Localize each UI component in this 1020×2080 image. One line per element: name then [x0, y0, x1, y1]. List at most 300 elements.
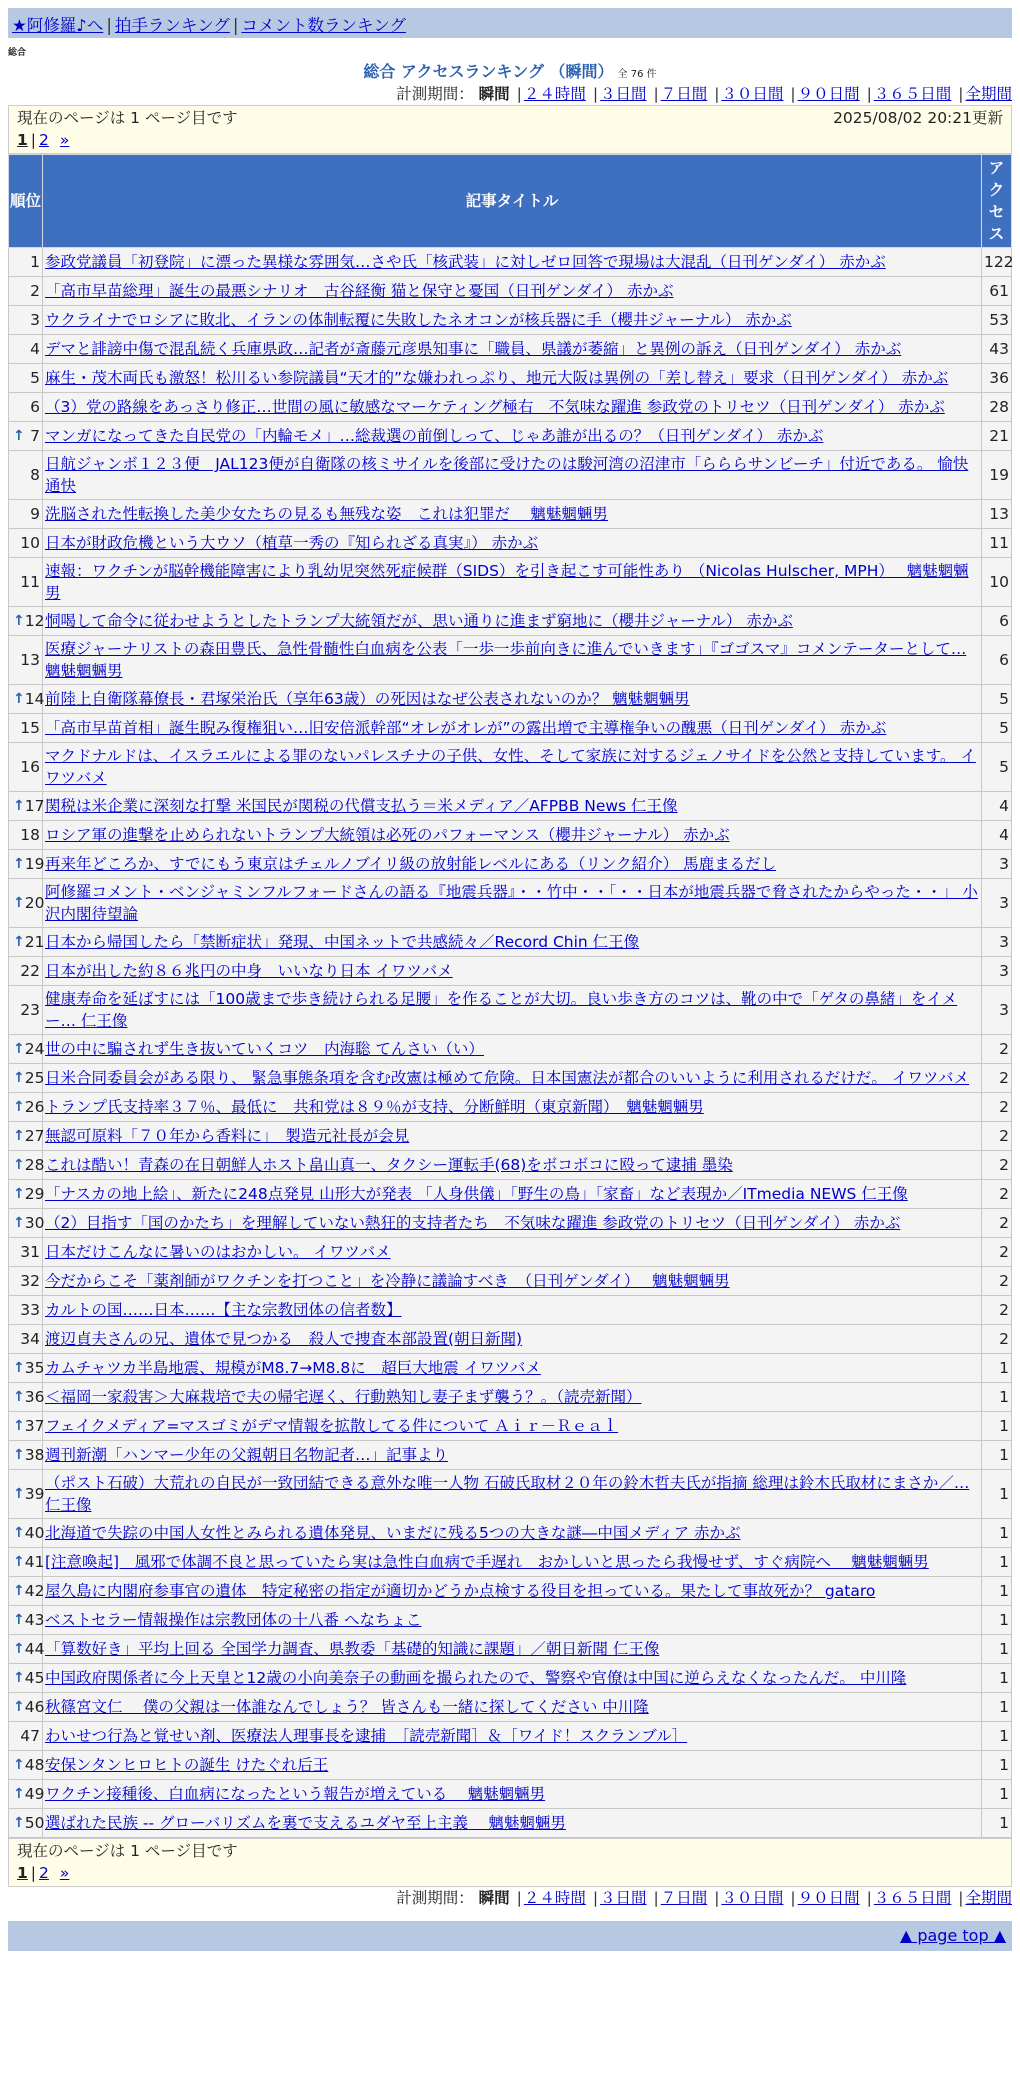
rank-number: 31 [20, 1243, 40, 1261]
access-count: 122 [982, 248, 1012, 277]
period-separator: | [790, 85, 796, 103]
up-arrow-icon: ↑ [13, 1525, 25, 1541]
title-cell [43, 277, 982, 306]
title-cell [43, 393, 982, 422]
title-cell [43, 607, 982, 636]
rank-number: 37 [24, 1417, 45, 1435]
page-top-link[interactable]: ▲ page top ▲ [899, 1926, 1006, 1945]
table-row [9, 335, 1012, 364]
title-cell [43, 1751, 982, 1780]
table-row [9, 928, 1012, 957]
rank-number: 48 [24, 1756, 45, 1774]
period-separator: | [516, 1889, 522, 1907]
up-arrow-icon: ↑ [13, 856, 25, 872]
article-title-link[interactable]: 参政党議員「初登院」に漂った異様な雰囲気…さや氏「核武装」に対しゼロ回答で現場は大混乱（日刊ゲンダイ） 赤かぶ [45, 253, 886, 271]
rank-cell [9, 1664, 43, 1693]
rank-number: 1 [30, 253, 40, 271]
article-title-link[interactable]: カムチャツカ半島地震、規模がM8.7→M8.8に 超巨大地震 イワツバメ [45, 1359, 541, 1377]
table-row [9, 1035, 1012, 1064]
table-row [9, 1383, 1012, 1412]
rank-number: 19 [24, 855, 45, 873]
period-separator: | [714, 85, 720, 103]
rank-cell [9, 248, 43, 277]
period-label: 計測期間： [396, 85, 474, 103]
access-count: 2 [982, 1180, 1012, 1209]
page-2-link[interactable]: 2 [39, 1864, 49, 1882]
total-count: 全 76 件 [617, 69, 657, 80]
access-count: 43 [982, 335, 1012, 364]
access-count: 1 [982, 1577, 1012, 1606]
rank-cell [9, 1093, 43, 1122]
rank-number: 49 [24, 1785, 45, 1803]
access-count: 3 [982, 986, 1012, 1035]
home-link[interactable]: ★阿修羅♪へ [12, 16, 104, 35]
title-cell [43, 1267, 982, 1296]
title-cell [43, 1577, 982, 1606]
title-cell [43, 1470, 982, 1519]
rank-cell [9, 928, 43, 957]
rank-cell [9, 1722, 43, 1751]
period-link-7d[interactable]: ７日間 [660, 85, 708, 103]
access-count: 1 [982, 1470, 1012, 1519]
rank-number: 12 [24, 612, 45, 630]
rank-number: 45 [24, 1669, 45, 1687]
access-count: 1 [982, 1412, 1012, 1441]
period-link-24h[interactable]: ２４時間 [523, 1889, 586, 1907]
article-title-link[interactable]: 日本だけこんなに暑いのはおかしい。 イワツバメ [45, 1243, 391, 1261]
period-selector-top [8, 83, 1012, 105]
rank-number: 18 [20, 826, 40, 844]
article-title-link[interactable]: 日本が出した約８６兆円の中身 いいなり日本 イワツバメ [45, 962, 453, 980]
article-title-link[interactable]: 世の中に騙されず生き抜いていくコツ 内海聡 てんさい（い） [45, 1040, 484, 1058]
title-cell [43, 451, 982, 500]
title-cell [43, 1383, 982, 1412]
table-row [9, 422, 1012, 451]
period-link-90d[interactable]: ９０日間 [797, 1889, 860, 1907]
next-page-link[interactable]: » [59, 131, 70, 149]
access-count: 1 [982, 1519, 1012, 1548]
article-title-link[interactable]: 関税は米企業に深刻な打撃 米国民が関税の代償支払う＝米メディア／AFPBB News 仁王像 [45, 797, 678, 815]
title-cell [43, 1664, 982, 1693]
up-arrow-icon: ↑ [13, 1418, 25, 1434]
period-selector-bottom [8, 1887, 1012, 1909]
access-count: 1 [982, 1780, 1012, 1809]
period-separator: | [714, 1889, 720, 1907]
article-title-link[interactable]: カルトの国……日本……【主な宗教団体の信者数】 [45, 1301, 402, 1319]
table-row [9, 1412, 1012, 1441]
title-cell [43, 685, 982, 714]
access-count: 2 [982, 1209, 1012, 1238]
rank-cell [9, 1412, 43, 1441]
rank-cell [9, 986, 43, 1035]
article-title-link[interactable]: 選ばれた民族 -- グローバリズムを裏で支えるユダヤ至上主義 魑魅魍魎男 [45, 1814, 566, 1832]
rank-cell [9, 714, 43, 743]
title-cell [43, 1519, 982, 1548]
col-title-header: 記事タイトル [43, 155, 982, 248]
table-row [9, 1180, 1012, 1209]
table-row [9, 1441, 1012, 1470]
access-count: 2 [982, 1267, 1012, 1296]
top-nav-bar [8, 8, 1012, 38]
access-count: 5 [982, 714, 1012, 743]
table-row [9, 248, 1012, 277]
rank-cell [9, 636, 43, 685]
rank-cell [9, 1751, 43, 1780]
rank-cell [9, 1122, 43, 1151]
article-title-link[interactable]: 麻生・茂木両氏も激怒！松川るい参院議員“天才的”な嫌われっぷり、地元大阪は異例の「差し替え」要求（日刊ゲンダイ） 赤かぶ [45, 369, 949, 387]
access-count: 3 [982, 879, 1012, 928]
table-row [9, 529, 1012, 558]
article-title-link[interactable]: （ポスト石破）大荒れの自民が一致団結できる意外な唯一人物 石破氏取材２０年の鈴木哲夫氏が指摘 総理は鈴木氏取材にまさか／… 仁王像 [45, 1474, 970, 1514]
up-arrow-icon: ↑ [13, 1699, 25, 1715]
up-arrow-icon: ↑ [13, 1486, 25, 1502]
rank-cell [9, 1383, 43, 1412]
title-cell [43, 1296, 982, 1325]
table-row [9, 1296, 1012, 1325]
table-row [9, 986, 1012, 1035]
article-title-link[interactable]: 屋久島に内閣府参事官の遺体 特定秘密の指定が適切かどうか点検する役目を担っている。果たして事故死か？ gataro [45, 1582, 876, 1600]
article-title-link[interactable]: 安保ンタンヒロヒトの誕生 けたぐれ后王 [45, 1756, 329, 1774]
period-link-3d[interactable]: ３日間 [600, 85, 647, 103]
period-separator: | [592, 85, 599, 103]
table-row [9, 636, 1012, 685]
article-title-link[interactable]: ベストセラー情報操作は宗教団体の十八番 へなちょこ [45, 1611, 422, 1629]
access-count: 1 [982, 1722, 1012, 1751]
rank-cell [9, 1209, 43, 1238]
access-count: 61 [982, 277, 1012, 306]
article-title-link[interactable]: 週刊新潮「ハンマー少年の父親朝日名物記者…」記事より [45, 1446, 449, 1464]
title-cell [43, 1412, 982, 1441]
title-cell [43, 422, 982, 451]
col-rank-header: 順位 [9, 155, 43, 248]
up-arrow-icon: ↑ [13, 1157, 25, 1173]
table-row [9, 1354, 1012, 1383]
rank-cell [9, 1606, 43, 1635]
title-cell [43, 1635, 982, 1664]
up-arrow-icon: ↑ [13, 1757, 25, 1773]
article-title-link[interactable]: 北海道で失踪の中国人女性とみられる遺体発見、いまだに残る5つの大きな謎―中国メディア 赤かぶ [45, 1524, 741, 1542]
period-link-7d[interactable]: ７日間 [660, 1889, 708, 1907]
table-row [9, 1809, 1012, 1838]
rank-cell [9, 1577, 43, 1606]
rank-cell [9, 1693, 43, 1722]
rank-number: 21 [24, 933, 45, 951]
pager-top [8, 105, 1012, 154]
current-page-text: 現在のページは 1 ページ目です [17, 109, 238, 127]
article-title-link[interactable]: 日米合同委員会がある限り、 緊急事態条項を含む改憲は極めて危険。日本国憲法が都合のいいように利用されるだけだ。 イワツバメ [45, 1069, 970, 1087]
up-arrow-icon: ↑ [13, 1215, 25, 1231]
title-cell [43, 306, 982, 335]
article-title-link[interactable]: フェイクメディア=マスゴミがデマ情報を拡散してる件について Ａｉｒ－Ｒｅａｌ [45, 1417, 619, 1435]
title-cell [43, 1606, 982, 1635]
access-count: 13 [982, 500, 1012, 529]
title-cell [43, 1035, 982, 1064]
rank-number: 20 [24, 894, 45, 912]
up-arrow-icon: ↑ [13, 1186, 25, 1202]
article-title-link[interactable]: ロシア軍の進撃を止められないトランプ大統領は必死のパフォーマンス（櫻井ジャーナル） 赤かぶ [45, 826, 730, 844]
col-access-header: アクセス [982, 155, 1012, 248]
article-title-link[interactable]: 無認可原料「７０年から香料に」 製造元社長が会見 [45, 1127, 410, 1145]
rank-number: 44 [24, 1640, 45, 1658]
rank-cell [9, 558, 43, 607]
access-count: 28 [982, 393, 1012, 422]
rank-number: 7 [30, 427, 40, 445]
rank-cell [9, 277, 43, 306]
table-row [9, 1151, 1012, 1180]
article-title-link[interactable]: 恫喝して命令に従わせようとしたトランプ大統領だが、思い通りに進まず窮地に（櫻井ジャーナル） 赤かぶ [45, 612, 793, 630]
up-arrow-icon: ↑ [13, 428, 25, 444]
title-cell [43, 529, 982, 558]
period-separator: | [516, 85, 522, 103]
up-arrow-icon: ↑ [13, 613, 25, 629]
page-separator: | [30, 1864, 37, 1882]
article-title-link[interactable]: 日航ジャンボ１２３便 JAL123便が自衛隊の核ミサイルを後部に受けたのは駿河湾の沼津市「らららサンビーチ」付近である。 愉快通快 [45, 455, 969, 495]
rank-number: 36 [24, 1388, 45, 1406]
rank-cell [9, 1064, 43, 1093]
access-count: 53 [982, 306, 1012, 335]
title-cell [43, 1325, 982, 1354]
table-row [9, 607, 1012, 636]
rank-number: 28 [24, 1156, 45, 1174]
comment-ranking-link[interactable]: コメント数ランキング [241, 16, 406, 35]
table-row [9, 714, 1012, 743]
period-separator: | [592, 1889, 599, 1907]
article-title-link[interactable]: 阿修羅コメント・ベンジャミンフルフォードさんの語る『地震兵器』・・竹中・・「・・日本が地震兵器で脅されたからやった・・」 小沢内閣待望論 [45, 883, 978, 923]
article-title-link[interactable]: 中国政府関係者に今上天皇と12歳の小向美奈子の動画を撮られたので、警察や官僚は中国に逆らえなくなったんだ。 中川隆 [45, 1669, 907, 1687]
rank-number: 8 [30, 466, 40, 484]
nav-separator: | [232, 16, 239, 35]
article-title-link[interactable]: トランプ氏支持率３７％、最低に 共和党は８９％が支持、分断鮮明（東京新聞） 魑魅魍魎男 [45, 1098, 704, 1116]
table-row [9, 1267, 1012, 1296]
access-count: 6 [982, 636, 1012, 685]
access-count: 1 [982, 1606, 1012, 1635]
period-separator: | [958, 85, 964, 103]
rank-number: 6 [30, 398, 40, 416]
rank-cell [9, 364, 43, 393]
ranking-table-body [9, 248, 1012, 1838]
title-cell [43, 1209, 982, 1238]
article-title-link[interactable]: 日本から帰国したら「禁断症状」発現、中国ネットで共感続々／Record Chin 仁王像 [45, 933, 640, 951]
access-count: 5 [982, 685, 1012, 714]
current-page-text: 現在のページは 1 ページ目です [17, 1842, 238, 1860]
article-title-link[interactable]: 「高市早苗総理」誕生の最悪シナリオ 古谷経衡 猫と保守と憂国（日刊ゲンダイ） 赤かぶ [45, 282, 674, 300]
rank-cell [9, 743, 43, 792]
article-title-link[interactable]: 渡辺貞夫さんの兄、遺体で見つかる 殺人で捜査本部設置(朝日新聞) [45, 1330, 523, 1348]
rank-cell [9, 1519, 43, 1548]
article-title-link[interactable]: [注意喚起] 風邪で体調不良と思っていたら実は急性白血病で手遅れ おかしいと思ったら我慢せず、すぐ病院へ 魑魅魍魎男 [45, 1553, 929, 1571]
up-arrow-icon: ↑ [13, 1128, 25, 1144]
table-row [9, 558, 1012, 607]
access-count: 2 [982, 1122, 1012, 1151]
access-count: 1 [982, 1441, 1012, 1470]
article-title-link[interactable]: （2）目指す「国のかたち」を理解していない熱狂的支持者たち 不気味な躍進 参政党のトリセツ（日刊ゲンダイ） 赤かぶ [45, 1214, 901, 1232]
article-title-link[interactable]: 速報：ワクチンが脳幹機能障害により乳幼児突然死症候群（SIDS）を引き起こす可能性あり （Nicolas Hulscher, MPH） 魑魅魍魎男 [45, 562, 969, 602]
rank-number: 30 [24, 1214, 45, 1232]
rank-number: 27 [24, 1127, 45, 1145]
rank-number: 39 [24, 1485, 45, 1503]
table-row [9, 1238, 1012, 1267]
period-link-90d[interactable]: ９０日間 [797, 85, 860, 103]
page-separator [49, 131, 60, 149]
table-row [9, 792, 1012, 821]
period-link-24h[interactable]: ２４時間 [523, 85, 586, 103]
article-title-link[interactable]: ウクライナでロシアに敗北、イランの体制転覆に失敗したネオコンが核兵器に手（櫻井ジャーナル） 赤かぶ [45, 311, 792, 329]
rank-cell [9, 1035, 43, 1064]
rank-cell [9, 1238, 43, 1267]
rank-cell [9, 1809, 43, 1838]
ranking-heading [8, 61, 1012, 83]
period-link-365d[interactable]: ３６５日間 [873, 85, 952, 103]
access-count: 2 [982, 1064, 1012, 1093]
up-arrow-icon: ↑ [13, 1554, 25, 1570]
article-title-link[interactable]: ワクチン接種後、白血病になったという報告が増えている 魑魅魍魎男 [45, 1785, 546, 1803]
access-count: 1 [982, 1548, 1012, 1577]
access-count: 2 [982, 1151, 1012, 1180]
table-row [9, 821, 1012, 850]
title-cell [43, 986, 982, 1035]
article-title-link[interactable]: 再来年どころか、すでにもう東京はチェルノブイリ級の放射能レベルにある（リンク紹介） 馬鹿まるだし [45, 855, 777, 873]
title-cell [43, 558, 982, 607]
access-count: 10 [982, 558, 1012, 607]
up-arrow-icon: ↑ [13, 798, 25, 814]
title-cell [43, 1122, 982, 1151]
rank-number: 46 [24, 1698, 45, 1716]
title-cell [43, 1151, 982, 1180]
rank-cell [9, 500, 43, 529]
up-arrow-icon: ↑ [13, 1641, 25, 1657]
article-title-link[interactable]: 前陸上自衛隊幕僚長・君塚栄治氏（享年63歳）の死因はなぜ公表されないのか？ 魑魅魍魎男 [45, 690, 690, 708]
article-title-link[interactable]: 今だからこそ「薬剤師がワクチンを打つこと」を冷静に議論すべき （日刊ゲンダイ） 魑魅魍魎男 [45, 1272, 730, 1290]
rank-number: 3 [30, 311, 40, 329]
page-1-current: 1 [17, 131, 28, 149]
access-count: 36 [982, 364, 1012, 393]
rank-number: 15 [20, 719, 40, 737]
bottom-bar [8, 1921, 1012, 1951]
up-arrow-icon: ↑ [13, 1612, 25, 1628]
rank-cell [9, 451, 43, 500]
table-row [9, 1470, 1012, 1519]
table-row [9, 1606, 1012, 1635]
article-title-link[interactable]: ＜福岡一家殺害＞大麻栽培で夫の帰宅遅く、行動熟知し妻子まず襲う？。（読売新聞） [45, 1388, 642, 1406]
rank-number: 33 [20, 1301, 40, 1319]
table-row [9, 393, 1012, 422]
title-cell [43, 714, 982, 743]
access-count: 1 [982, 1635, 1012, 1664]
title-cell [43, 743, 982, 792]
title-cell [43, 879, 982, 928]
access-count: 19 [982, 451, 1012, 500]
period-link-365d[interactable]: ３６５日間 [873, 1889, 952, 1907]
article-title-link[interactable]: 「高市早苗首相」誕生睨み復権狙い…旧安倍派幹部“オレがオレが”の露出増で主導権争いの醜悪（日刊ゲンダイ） 赤かぶ [45, 719, 887, 737]
period-link-all[interactable]: 全期間 [965, 1889, 1012, 1907]
title-cell [43, 1238, 982, 1267]
period-separator: | [790, 1889, 796, 1907]
rank-number: 10 [20, 534, 40, 552]
period-link-30d[interactable]: ３０日間 [721, 1889, 784, 1907]
period-current: 瞬間 [478, 1889, 510, 1907]
access-count: 11 [982, 529, 1012, 558]
table-row [9, 1635, 1012, 1664]
access-count: 3 [982, 928, 1012, 957]
rank-number: 41 [24, 1553, 45, 1571]
rank-cell [9, 792, 43, 821]
access-count: 4 [982, 821, 1012, 850]
rank-cell [9, 529, 43, 558]
article-title-link[interactable]: マンガになってきた自民党の「内輪モメ」…総裁選の前倒しって、じゃあ誰が出るの？（日刊ゲンダイ） 赤かぶ [45, 427, 824, 445]
rank-number: 5 [30, 369, 40, 387]
access-count: 1 [982, 1693, 1012, 1722]
access-count: 3 [982, 957, 1012, 986]
access-count: 2 [982, 1035, 1012, 1064]
article-title-link[interactable]: デマと誹謗中傷で混乱続く兵庫県政…記者が斎藤元彦県知事に「職員、県議が萎縮」と異例の訴え（日刊ゲンダイ） 赤かぶ [45, 340, 902, 358]
rank-number: 9 [30, 505, 40, 523]
title-cell [43, 1093, 982, 1122]
access-count: 2 [982, 1093, 1012, 1122]
access-count: 1 [982, 1751, 1012, 1780]
period-link-all[interactable]: 全期間 [965, 85, 1012, 103]
title-cell [43, 792, 982, 821]
article-title-link[interactable]: これは酷い！青森の在日朝鮮人ホスト畠山真一、タクシー運転手(68)をボコボコに殴って逮捕 墨染 [45, 1156, 733, 1174]
next-page-link[interactable]: » [59, 1864, 70, 1882]
title-cell [43, 364, 982, 393]
rank-cell [9, 850, 43, 879]
updated-time: 2025/08/02 20:21更新 [833, 109, 1003, 127]
access-count: 21 [982, 422, 1012, 451]
category-label: 総合 [8, 48, 27, 58]
rank-number: 38 [24, 1446, 45, 1464]
title-cell [43, 821, 982, 850]
table-row [9, 1093, 1012, 1122]
period-current: 瞬間 [478, 85, 510, 103]
article-title-link[interactable]: 医療ジャーナリストの森田豊氏、急性骨髄性白血病を公表「一歩一歩前向きに進んでいきます」『ゴゴスマ』コメンテーターとして… 魑魅魍魎男 [45, 640, 967, 680]
title-cell [43, 1180, 982, 1209]
article-title-link[interactable]: 「算数好き」平均上回る 全国学力調査、県教委「基礎的知識に課題」／朝日新聞 仁王像 [45, 1640, 660, 1658]
period-link-30d[interactable]: ３０日間 [721, 85, 784, 103]
clap-ranking-link[interactable]: 拍手ランキング [114, 16, 230, 35]
period-separator: | [866, 85, 872, 103]
article-title-link[interactable]: 洗脳された性転換した美少女たちの見るも無残な姿 これは犯罪だ 魑魅魍魎男 [45, 505, 608, 523]
rank-cell [9, 957, 43, 986]
rank-cell [9, 685, 43, 714]
article-title-link[interactable]: わいせつ行為と覚せい剤、医療法人理事長を逮捕 ［読売新聞］＆［ワイド！スクランブル］ [45, 1727, 688, 1745]
pager-status [17, 108, 1003, 129]
table-row [9, 1548, 1012, 1577]
page-separator: | [30, 131, 37, 149]
up-arrow-icon: ↑ [13, 1583, 25, 1599]
rank-number: 35 [24, 1359, 45, 1377]
rank-cell [9, 1296, 43, 1325]
article-title-link[interactable]: 「ナスカの地上絵」、新たに248点発見 山形大が発表 「人身供儀」「野生の鳥」「家畜」など表現か／ITmedia NEWS 仁王像 [45, 1185, 908, 1203]
rank-cell [9, 821, 43, 850]
rank-number: 11 [20, 573, 40, 591]
page-2-link[interactable]: 2 [39, 131, 49, 149]
nav-separator: | [106, 16, 112, 35]
article-title-link[interactable]: マクドナルドは、イスラエルによる罪のないパレスチナの子供、女性、そして家族に対するジェノサイドを公然と支持しています。 イワツバメ [45, 747, 976, 787]
article-title-link[interactable]: 健康寿命を延ばすには「100歳まで歩き続けられる足腰」を作ることが大切。良い歩き方のコツは、靴の中で「ゲタの鼻緒」をイメー… 仁王像 [45, 990, 958, 1030]
rank-number: 25 [24, 1069, 45, 1087]
table-row [9, 1722, 1012, 1751]
article-title-link[interactable]: 日本が財政危機という大ウソ（植草一秀の『知られざる真実』） 赤かぶ [45, 534, 539, 552]
table-row [9, 879, 1012, 928]
rank-number: 22 [20, 962, 40, 980]
article-title-link[interactable]: （3）党の路線をあっさり修正…世間の風に敏感なマーケティング極右 不気味な躍進 参政党のトリセツ（日刊ゲンダイ） 赤かぶ [45, 398, 945, 416]
rank-cell [9, 1635, 43, 1664]
article-title-link[interactable]: 秋篠宮文仁 僕の父親は一体誰なんでしょう？ 皆さんも一緒に探してください 中川隆 [45, 1698, 649, 1716]
period-link-3d[interactable]: ３日間 [600, 1889, 647, 1907]
rank-number: 29 [24, 1185, 45, 1203]
table-row [9, 277, 1012, 306]
table-row [9, 957, 1012, 986]
